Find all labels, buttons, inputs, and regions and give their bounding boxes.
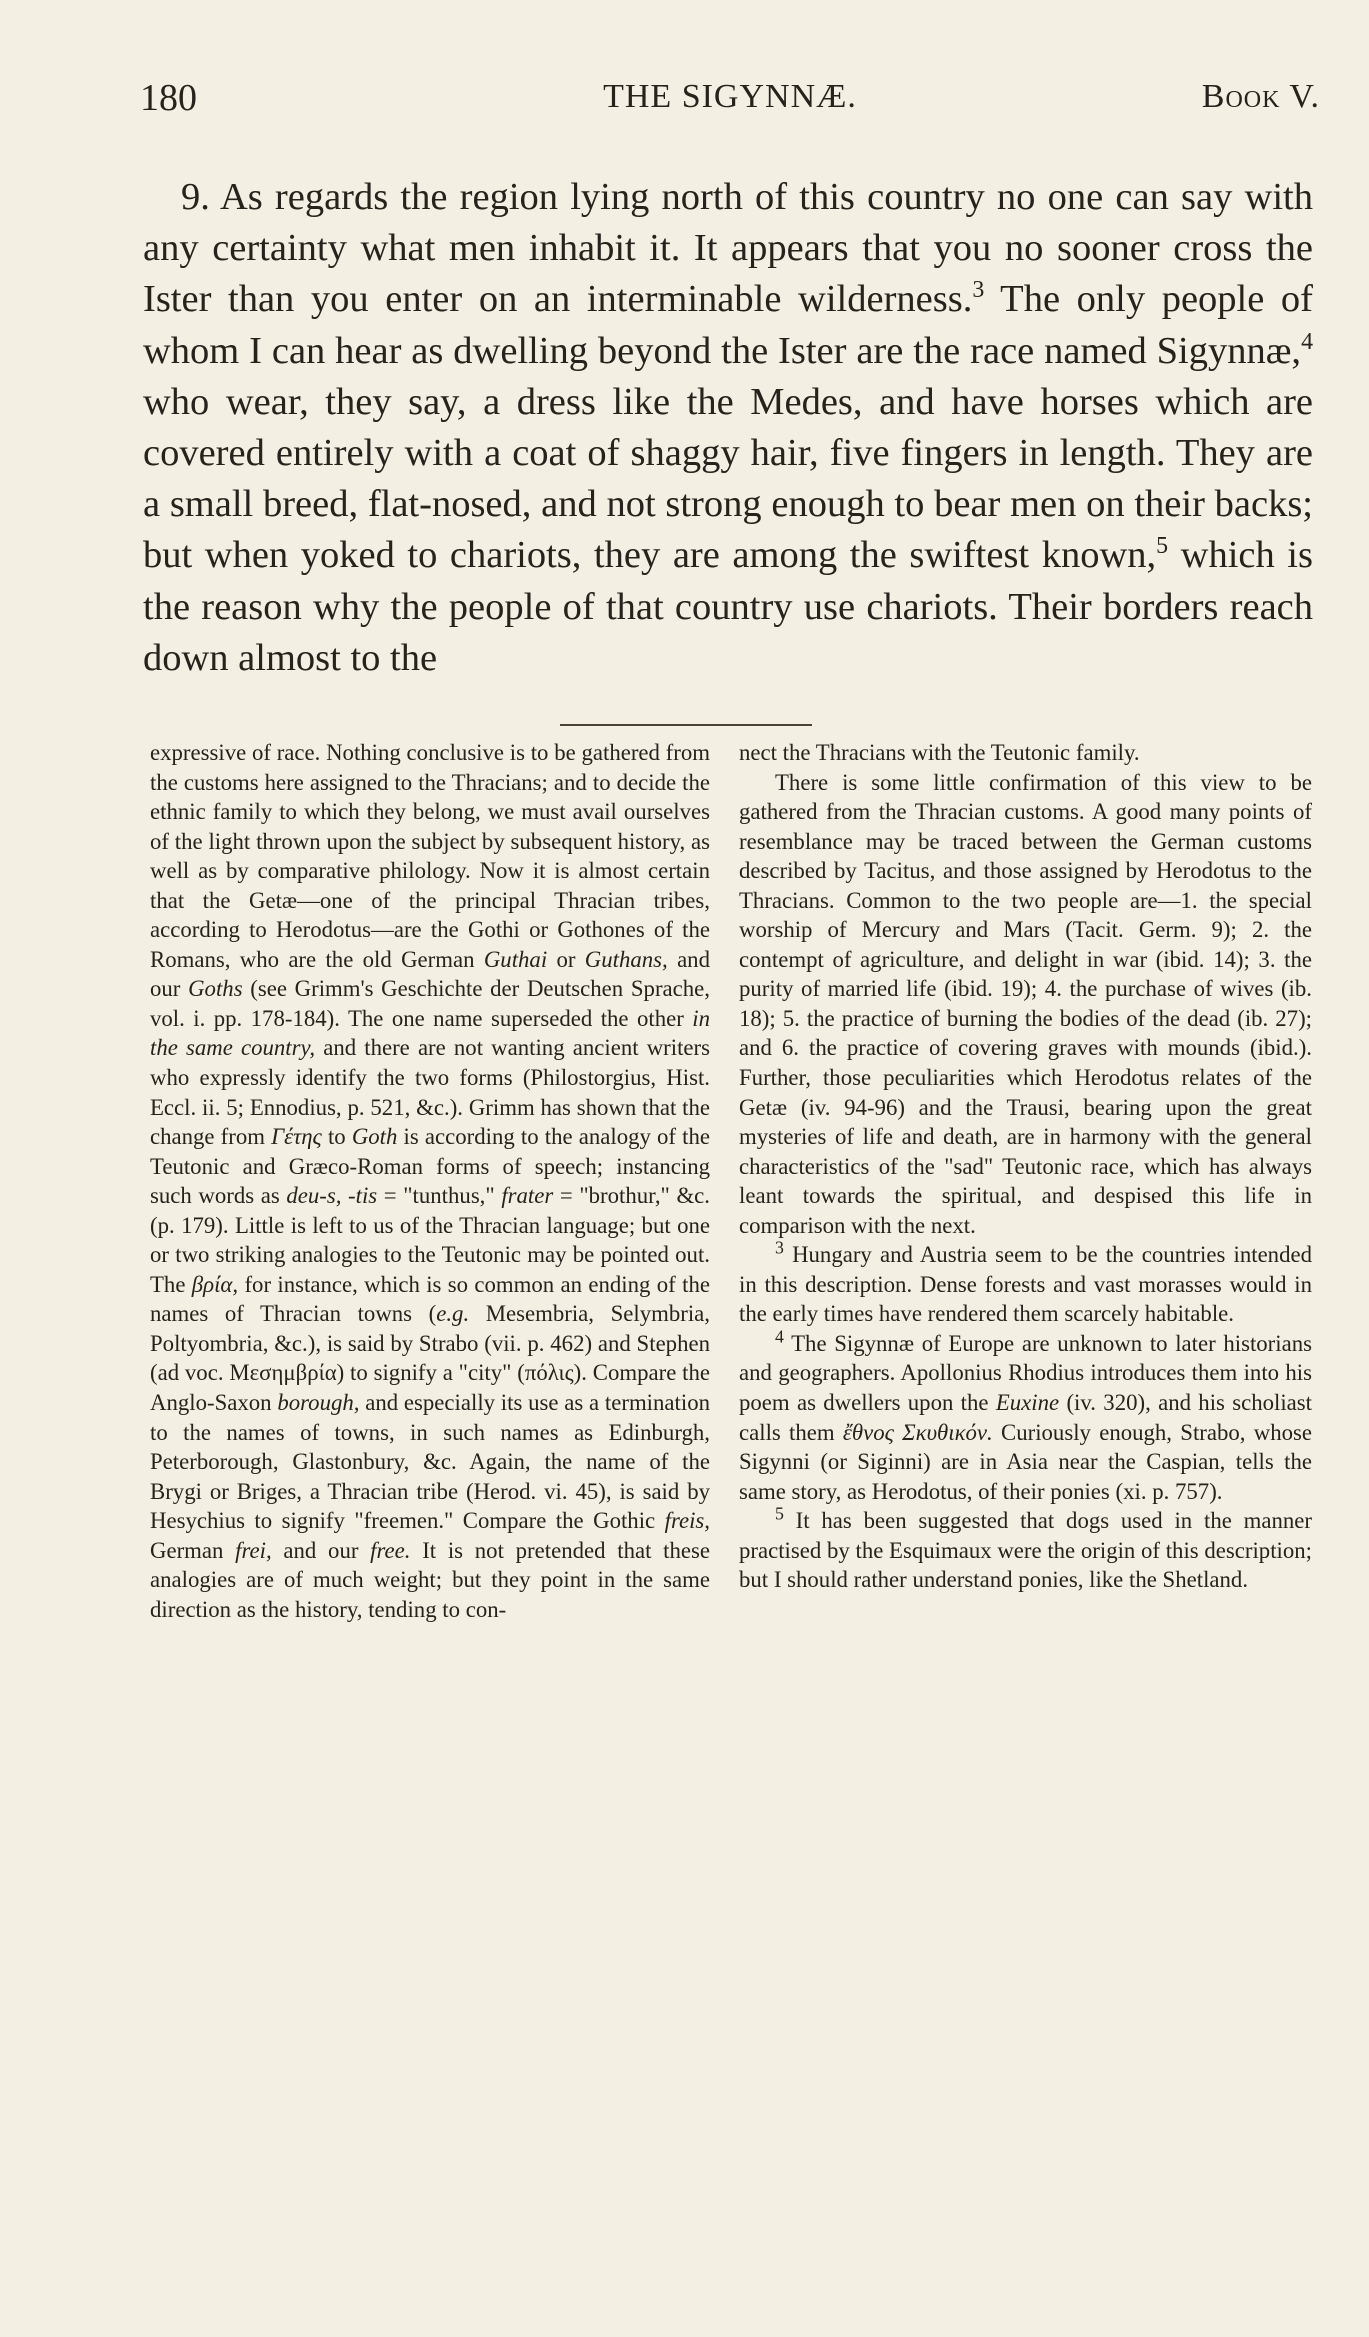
footnote-continuation: expressive of race. Nothing conclusive is to be gathered from the customs here assigned to the Thracians; and to decide the ethnic family to which they belong, we must avail ourselves of the light thrown upon the subject by subsequent history, as well as by comparative philology. Now it is almost certain that the Getæ—one of the principal Thracian tribes, according to Herodotus—are the Gothi or Gothones of the Romans, who are the old German Guthai or Guthans, and our Goths (see Grimm's Geschichte der Deutschen Sprache, vol. i. pp. 178-184). The one name superseded the other in the same country, and there are not wanting ancient writers who expressly identify the two forms (Philostorgius, Hist. Eccl. ii. 5; Ennodius, p. 521, &c.). Grimm has shown that the change from Γέτης to Goth is according to the analogy of the Teutonic and Græco-Roman forms of speech; instancing such words as deu-s, -tis = "tunthus," frater = "brothur," &c. (p. 179). Little is left to us of the Thracian language; but one or two striking analogies to the Teutonic may be pointed out. The βρία, for instance, which is so common an ending of the names of Thracian towns (e.g. Mesembria, Selymbria, Poltyombria, &c.), is said by Strabo (vii. p. 462) and Stephen (ad voc. Μεσημβρία) to signify a "city" (πόλις). Compare the Anglo-Saxon borough, and especially its use as a termination to the names of towns, in such names as Edinburgh, Peterborough, Glastonbury, &c. Again, the name of the Brygi or Briges, a Thracian tribe (Herod. vi. 45), is said by Hesychius to signify "freemen." Compare the Gothic freis, German frei, and our free. It is not pretended that these analogies are of much weight; but they point in the same direction as the history, tending to con-	[150, 740, 711, 1622]
main-paragraph: 9. As regards the region lying north of this country no one can say with any certainty what men inhabit it. It appears that you no sooner cross the Ister than you enter on an interminable wilderness.$^3$ The only people of whom I can hear as dwelling beyond the Ister are the race named Sigynnæ,$^4$ who wear, they say, a dress like the Medes, and have horses which are covered entirely with a coat of shaggy hair, five fingers in length. They are a small breed, flat-nosed, and not strong enough to bear men on their backs; but when yoked to chariots, they are among the swiftest known,$^5$ which is the reason why the people of that country use chariots. Their borders reach down almost to the	[143, 176, 1313, 679]
footnotes-left-column	[150, 738, 710, 1624]
footnote-number-5: 5	[775, 1503, 784, 1524]
footnote-ref-4[interactable]: 4	[1301, 328, 1313, 355]
footnote-3: $^3$ Hungary and Austria seem to be the countries intended in this description. Dense forests and vast morasses would in the early times have rendered them scarcely habitable.	[739, 1237, 1312, 1327]
main-text	[143, 172, 1313, 684]
footnote-5: $^5$ It has been suggested that dogs used in the manner practised by the Esquimaux were the origin of this description; but I should rather understand ponies, like the Shetland.	[739, 1503, 1312, 1593]
footnote-paragraph: There is some little confirmation of this view to be gathered from the Thracian customs. A good many points of resemblance may be traced between the German customs described by Tacitus, and those assigned by Herodotus to the Thracians. Common to the two people are—1. the special worship of Mercury and Mars (Tacit. Germ. 9); 2. the contempt of agriculture, and delight in war (ibid. 14); 3. the purity of married life (ibid. 19); 4. the purchase of wives (ib. 18); 5. the practice of burning the bodies of the dead (ib. 27); and 6. the practice of covering graves with mounds (ibid.). Further, those peculiarities which Herodotus relates of the Getæ (iv. 94-96) and the Trausi, bearing upon the great mysteries of life and death, are in harmony with the general characteristics of the "sad" Teutonic race, which has always leant towards the spiritual, and despised this life in comparison with the next.	[739, 769, 1312, 1238]
footnote-ref-5[interactable]: 5	[1156, 533, 1169, 560]
footnotes-right-column	[739, 738, 1312, 1595]
book-label: Book V.	[1201, 78, 1320, 115]
footnote-number-4: 4	[775, 1326, 784, 1347]
running-title: THE SIGYNNÆ.	[603, 78, 857, 115]
footnote-divider	[560, 724, 812, 726]
footnote-4: $^4$ The Sigynnæ of Europe are unknown to later historians and geographers. Apollonius Rhodius introduces them into his poem as dwellers upon the Euxine (iv. 320), and his scholiast calls them ἔθνος Σκυθικόν. Curiously enough, Strabo, whose Sigynni (or Siginni) are in Asia near the Caspian, tells the same story, as Herodotus, of their ponies (xi. p. 757).	[739, 1326, 1312, 1504]
running-header	[140, 76, 1320, 132]
footnote-ref-3[interactable]: 3	[972, 277, 985, 304]
page-number: 180	[140, 77, 197, 119]
footnote-number-3: 3	[775, 1237, 784, 1258]
footnote-continuation-end: nect the Thracians with the Teutonic family.	[739, 740, 1140, 765]
